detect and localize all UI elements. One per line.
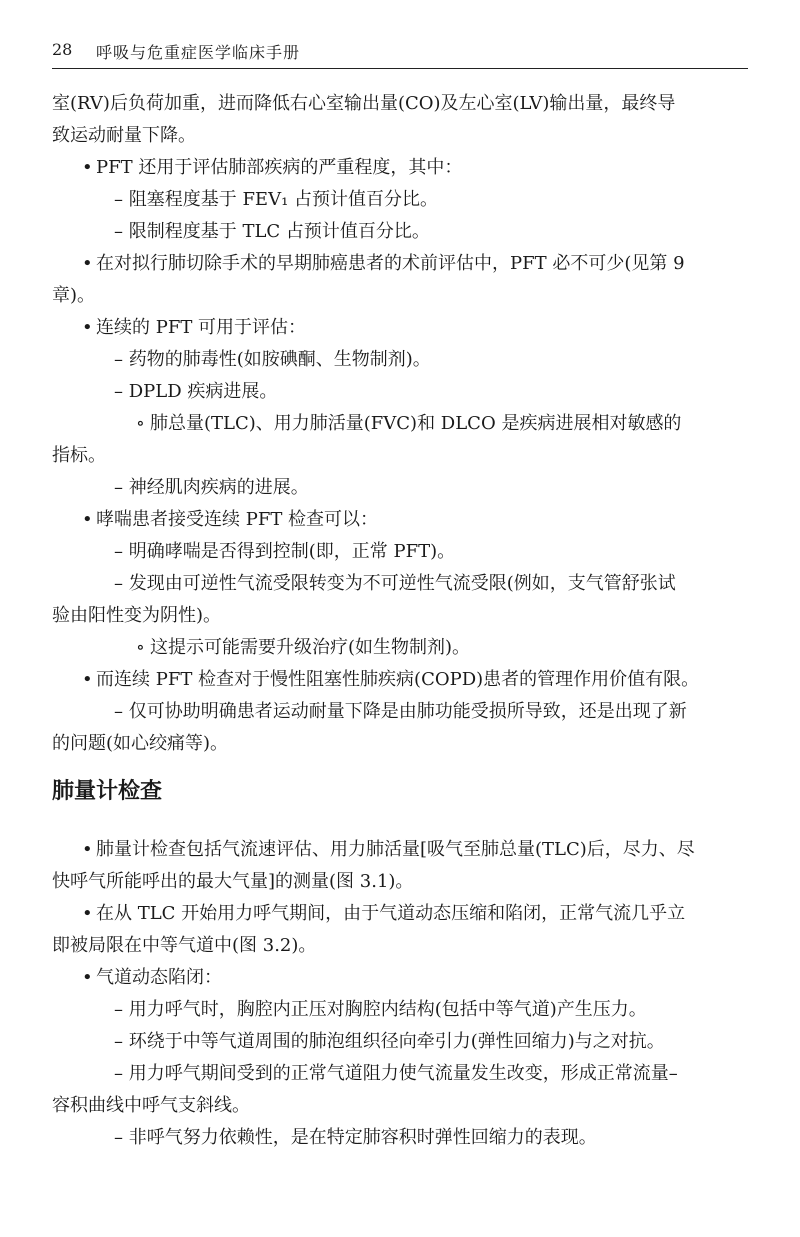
bullet-icon: • bbox=[82, 509, 93, 530]
paragraph-line: 指标。 bbox=[52, 445, 106, 466]
bullet-item: • 在对拟行肺切除手术的早期肺癌患者的术前评估中，PFT 必不可少(见第 9 bbox=[52, 248, 748, 280]
dash-item: – 仅可协助明确患者运动耐量下降是由肺功能受损所导致，还是出现了新 bbox=[114, 701, 687, 722]
bullet-icon: • bbox=[82, 839, 93, 860]
bullet-icon: • bbox=[82, 669, 93, 690]
circle-bullet-icon: ∘ bbox=[136, 637, 145, 658]
dash-item: – 药物的肺毒性(如胺碘酮、生物制剂)。 bbox=[114, 349, 431, 370]
sub-bullet-item: ∘ 肺总量(TLC)、用力肺活量(FVC)和 DLCO 是疾病进展相对敏感的 bbox=[52, 408, 748, 440]
bullet-icon: • bbox=[82, 253, 93, 274]
bullet-item: • 气道动态陷闭： bbox=[52, 962, 748, 994]
bullet-icon: • bbox=[82, 157, 93, 178]
bullet-item: • 而连续 PFT 检查对于慢性阻塞性肺疾病(COPD)患者的管理作用价值有限。 bbox=[52, 664, 748, 696]
paragraph-line: 室(RV)后负荷加重，进而降低右心室输出量(CO)及左心室(LV)输出量，最终导 bbox=[52, 93, 676, 114]
paragraph-line: 验由阳性变为阴性)。 bbox=[52, 605, 222, 626]
book-title: 呼吸与危重症医学临床手册 bbox=[96, 43, 301, 62]
page-number: 28 bbox=[52, 40, 73, 59]
bullet-icon: • bbox=[82, 967, 93, 988]
bullet-item: • PFT 还用于评估肺部疾病的严重程度，其中： bbox=[52, 152, 748, 184]
paragraph-line: 的问题(如心绞痛等)。 bbox=[52, 733, 229, 754]
dash-item: – 限制程度基于 TLC 占预计值百分比。 bbox=[114, 221, 430, 242]
section-heading: 肺量计检查 bbox=[52, 779, 163, 804]
bullet-icon: • bbox=[82, 903, 93, 924]
paragraph-line: 容积曲线中呼气支斜线。 bbox=[52, 1095, 250, 1116]
dash-item: – 发现由可逆性气流受限转变为不可逆性气流受限(例如，支气管舒张试 bbox=[114, 573, 676, 594]
sub-bullet-item: ∘ 这提示可能需要升级治疗(如生物制剂)。 bbox=[52, 632, 748, 664]
bullet-item: • 连续的 PFT 可用于评估： bbox=[52, 312, 748, 344]
bullet-icon: • bbox=[82, 317, 93, 338]
bullet-item: • 肺量计检查包括气流速评估、用力肺活量[吸气至肺总量(TLC)后，尽力、尽 bbox=[52, 834, 748, 866]
page-header bbox=[52, 34, 748, 69]
dash-item: – 明确哮喘是否得到控制(即，正常 PFT)。 bbox=[114, 541, 456, 562]
dash-item: – 用力呼气期间受到的正常气道阻力使气流量发生改变，形成正常流量– bbox=[114, 1063, 678, 1084]
dash-item: – 神经肌肉疾病的进展。 bbox=[114, 477, 309, 498]
dash-item: – 阻塞程度基于 FEV₁ 占预计值百分比。 bbox=[114, 189, 439, 210]
page-body bbox=[52, 88, 748, 1154]
dash-item: – 环绕于中等气道周围的肺泡组织径向牵引力(弹性回缩力)与之对抗。 bbox=[114, 1031, 665, 1052]
paragraph-line: 快呼气所能呼出的最大气量]的测量(图 3.1)。 bbox=[52, 871, 414, 892]
paragraph-line: 致运动耐量下降。 bbox=[52, 125, 196, 146]
bullet-item: • 哮喘患者接受连续 PFT 检查可以： bbox=[52, 504, 748, 536]
paragraph-line: 章)。 bbox=[52, 285, 96, 306]
paragraph-line: 即被局限在中等气道中(图 3.2)。 bbox=[52, 935, 317, 956]
bullet-item: • 在从 TLC 开始用力呼气期间，由于气道动态压缩和陷闭，正常气流几乎立 bbox=[52, 898, 748, 930]
dash-item: – DPLD 疾病进展。 bbox=[114, 381, 278, 402]
dash-item: – 非呼气努力依赖性，是在特定肺容积时弹性回缩力的表现。 bbox=[114, 1127, 597, 1148]
dash-item: – 用力呼气时，胸腔内正压对胸腔内结构(包括中等气道)产生压力。 bbox=[114, 999, 647, 1020]
circle-bullet-icon: ∘ bbox=[136, 413, 145, 434]
